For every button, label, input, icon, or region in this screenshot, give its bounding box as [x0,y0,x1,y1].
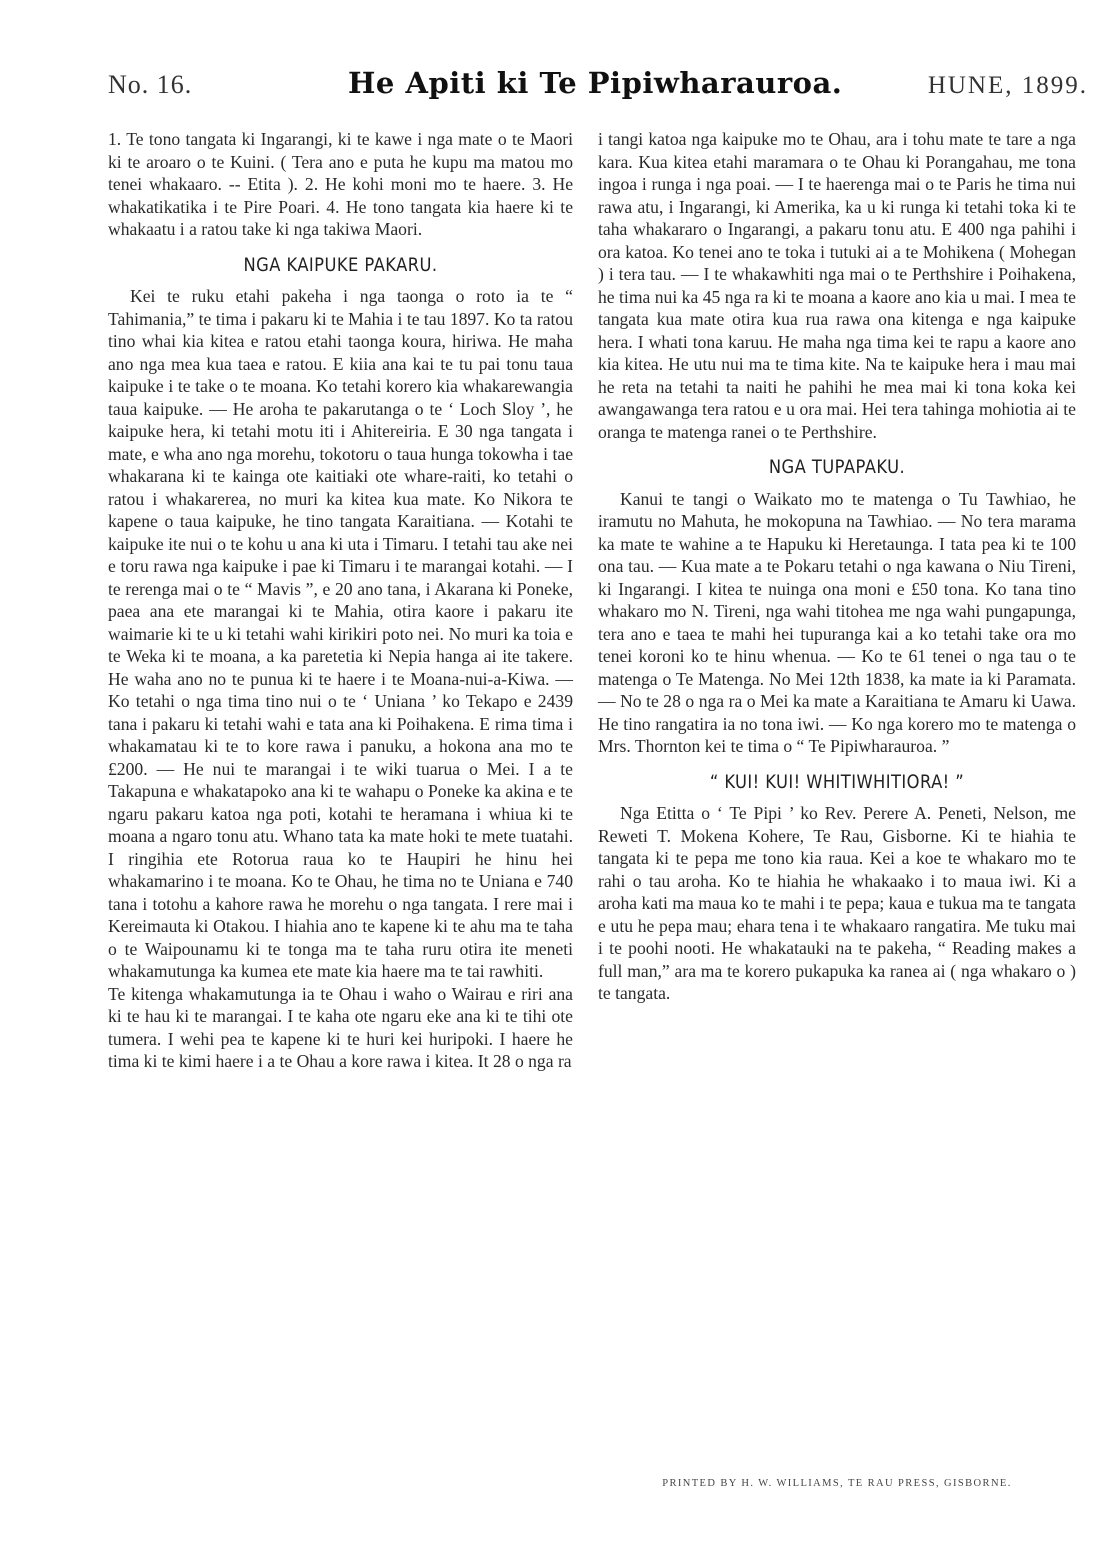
ohau-paragraph: Te kitenga whakamutunga ia te Ohau i waho o Wairau e riri ana ki te hau ki te marangai. I te kaha ote ngaru eke ana ki te tihi ote tumera. I wehi pea te kapene ki te huri kei huripoki. I haere he tima ki te kimi haere i a te Ohau a kore rawa i kitea. It 28 o nga ra [108,983,573,1071]
section-heading-shipwrecks: NGA KAIPUKE PAKARU. [243,253,438,276]
ohau-continued-paragraph: i tangi katoa nga kaipuke mo te Ohau, ara i tohu mate te tare a nga kara. Kua kitea etahi maramara o te Ohau ki Porangahau, me tona ingoa i runga i nga poai. — I te haerenga mai o te Paris he tima nui rawa atu, i Ingarangi, ki Amerika, ka u ki runga ki tetahi toka ki te taha whakararo o Ingarangi, a pakaru tonu atu. E 400 nga pahihi i ora katoa. Ko tenei ano te toka i tutuki ai a te Mohikena ( Mohegan ) i tera tau. — I te whakawhiti nga mai o te Perthshire i Poihakena, he tima nui ka 45 nga ra ki te moana a kaore ano kia u mai. I mea te tangata kua mate otira kua rua rawa ona kitenga e nga kaipuke hera. I whati tona karuu. He maha nga tima kei te rapu a kaore ano kia kitea. He utu nui ma te tima kite. Na te kaipuke hera i mau mai he reta na tetahi ta naiti he pahihi he mea mai ki tona koka kei awangawanga tera ratou e u ora mai. Hei tera tahinga mohiotia ai te oranga te matenga ranei o te Perthshire. [598,129,1076,442]
printer-imprint: PRINTED BY H. W. WILLIAMS, TE RAU PRESS, GISBORNE. [662,1478,1012,1489]
issue-number: No. 16. [108,70,193,99]
shipwrecks-paragraph: Kei te ruku etahi pakeha i nga taonga o roto ia te “ Tahimania,” te tima i pakaru ki te Mahia i te tau 1897. Ko ta ratou tino whai kia kitea e ratou etahi taonga koura, hiriwa. He maha ano nga mea kua taea e ratou. E kiia ana kai te tu pai tonu taua kaipuke i te take o te moana. Ko tetahi korero kia whakarewangia taua kaipuke. — He aroha te pakarutanga o te ‘ Loch Sloy ’, he kaipuke hera, ki tetahi motu iti i Ahitereiria. E 30 nga tangata i mate, e wha ano nga morehu, tokotoru o taua hunga tokowha i tae whakarana ki te kainga ote kaitiaki ote whare-raiti, ko tetahi o ratou i whakarerea, no muri ka kitea kua mate. Ko Nikora te kapene o taua kaipuke, he tino tangata Karaitiana. — Kotahi te kaipuke ite nui o te kohu u ana ki uta i Timaru. I tetahi tau ake nei e toru rawa nga kaipuke i pae ki Timaru i te marangai kotahi. — I te rerenga mai o te “ Mavis ”, e 20 ano tana, i Akarana ki Poneke, paea ana ete marangai ki te Mahia, otira kaore i pakaru ite waimarie ki te u ki tetahi wahi kirikiri poto nei. No muri ka toia e te Weka ki te moana, a ka paretetia ki Nepia hanga ai ite takere. He waha ano no te punua ki te haere i te Moana-nui-a-Kiwa. — Ko tetahi o nga tima tino nui o te ‘ Uniana ’ ko Tekapo e 2439 tana i pakaru ki tetahi wahi e tata ana ki Poihakena. E rima tima i whakamatau ki te to kore rawa i panuku, a hokona ana mo te £200. — He nui te marangai i te wiki tuarua o Mei. I a te Takapuna e whakatapoko ana ki te wahapu o Poneke ka akina e te ngaru pakaru katoa nga poti, kotahi te heramana i whiua ki te moana a ngaro tonu atu. Whano tata ka mate hoki te mete tuatahi. I ringihia ete Rotorua raua ko te Haupiri he hinu hei whakamarino i te moana. Ko te Ohau, he tima no te Uniana e 740 tana i totohu a kahore rawa he morehu o nga tangata. I rere mai i Kereimauta ki Otakou. I hiahia ano te kapene ki te ahu ma te taha o te Waipounamu ki te tonga ma te taha ruru otira ite meneti whakamutunga ka kumea ete mate kia haere ma te tai rawhiti. [108,286,573,981]
issue-date: HUNE, 1899. [927,72,1088,99]
editors-notice-paragraph: Nga Etitta o ‘ Te Pipi ’ ko Rev. Perere A. Peneti, Nelson, me Reweti T. Mokena Kohere, Te Rau, Gisborne. Ki te hiahia te tangata ki te pepa me tono kia raua. Kei a koe te whakaro mo te rahi o tau aroha. Ko te hiahia he whakaako i to maua iwi. Ki a aroha kati ma maua ko te mahi i te pepa; kaua e tukua ma te tangata e utu he pepa mau; ehara tena i te whakaaro rangatira. Me tuku mai i te poohi nooti. He whakatauki na te pakeha, “ Reading makes a full man,” ara ma te korero pukapuka ka ranea ai ( nga whakaro o ) te tangata. [598,803,1076,1003]
page-header [108,62,1088,110]
right-column [598,128,1076,1005]
left-column [108,128,573,1073]
section-heading-kui-kui: “ KUI! KUI! WHITIWHITIORA! ” [709,770,965,793]
meeting-agenda-list: 1. Te tono tangata ki Ingarangi, ki te kawe i nga mate o te Maori ki te aroaro o te Kuini. ( Tera ano e puta he kupu ma matou mo tenei whakaaro. -- Etita ). 2. He kohi moni mo te haere. 3. He whakatikatika i te Pire Poari. 4. He tono tangata kia haere ki te whakaatu i a ratou take ki nga takiwa Maori. [108,129,573,239]
masthead-title: He Apiti ki Te Pipiwharauroa. [348,66,843,100]
section-heading-obituaries: NGA TUPAPAKU. [768,456,906,478]
obituaries-paragraph: Kanui te tangi o Waikato mo te matenga o Tu Tawhiao, he iramutu no Mahuta, he mokopuna na Tawhiao. — No tera marama ka mate te wahine a te Hapuku ki Heretaunga. I tata pea ki te 100 ona tau. — Kua mate a te Pokaru tetahi o nga kawana o Niu Tireni, ki Ingarangi. I kitea te nuinga ona moni e £50 tona. Ko tana tino whakaro mo N. Tireni, nga wahi titohea me nga wahi pungapunga, tera ano e taea te mahi hei tupuranga kai a ko tetahi take ora mo tenei koroni ko te hinu whenua. — Ko te 61 tenei o nga tau o te matenga o Te Matenga. No Mei 12th 1838, ka mate ia ki Paramata. — No te 28 o nga ra o Mei ka mate a Karaitiana te Amaru ki Uawa. He tino rangatira ia no tona iwi. — Ko nga korero mo te matenga o Mrs. Thornton kei te tima o “ Te Pipiwharauroa. ” [598,488,1076,756]
